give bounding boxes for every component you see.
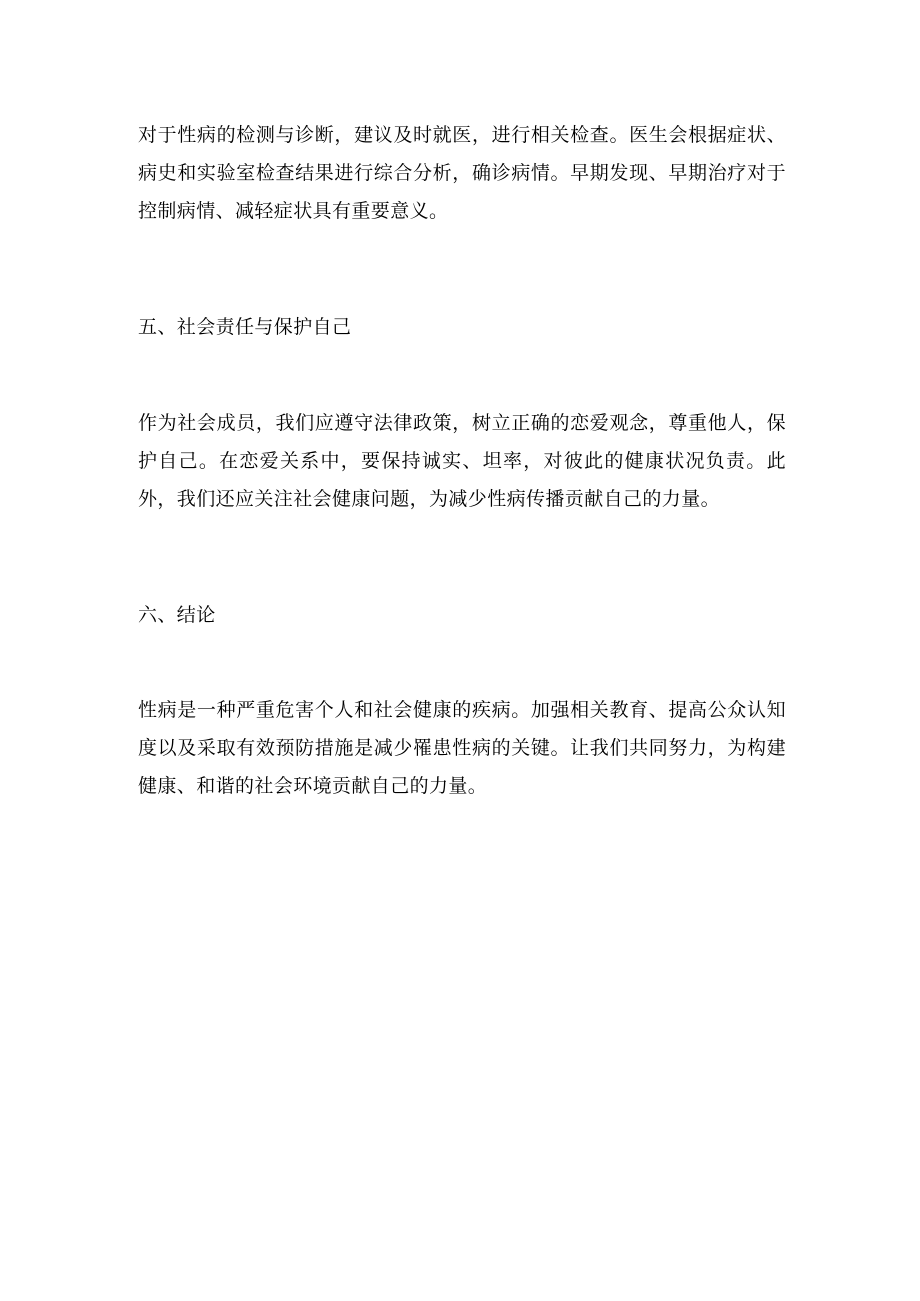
section-heading-conclusion: 六、结论 [138,604,216,626]
section-heading-social-responsibility: 五、社会责任与保护自己 [138,316,352,338]
paragraph-conclusion: 性病是一种严重危害个人和社会健康的疾病。加强相关教育、提高公众认知度以及采取有效预防措施是减少罹患性病的关键。让我们共同努力，为构建健康、和谐的社会环境贡献自己的力量。 [138,699,786,797]
paragraph-social-responsibility: 作为社会成员，我们应遵守法律政策，树立正确的恋爱观念，尊重他人，保护自己。在恋爱关系中，要保持诚实、坦率，对彼此的健康状况负责。此外，我们还应关注社会健康问题，为减少性病传播贡献自己的力量。 [138,412,786,510]
paragraph-diagnosis: 对于性病的检测与诊断，建议及时就医，进行相关检查。医生会根据症状、病史和实验室检查结果进行综合分析，确诊病情。早期发现、早期治疗对于控制病情、减轻症状具有重要意义。 [138,124,786,222]
